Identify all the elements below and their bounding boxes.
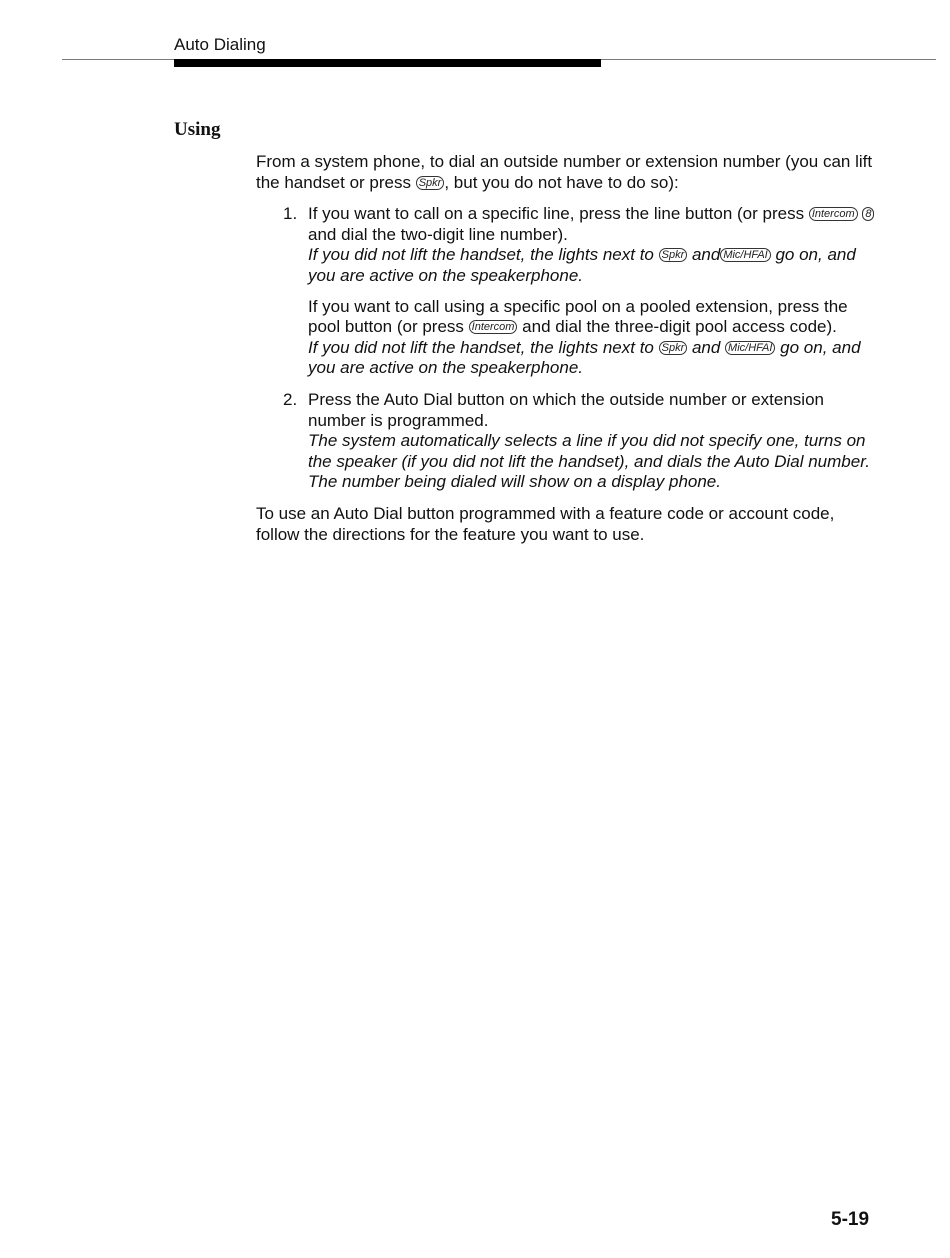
step-number: 2. [283,389,298,409]
closing-paragraph: To use an Auto Dial button programmed with a feature code or account code, follow the directions for the feature you want to use. [256,503,835,544]
step-result: The system automatically selects a line if you did not specify one, turns on the speaker (if you did not lift the handset), and dials the Auto Dial number. The number being dialed will show on a display phone. [308,431,870,492]
section-heading: Using [174,119,221,140]
step-item-1 [256,204,878,379]
spkr-key-icon: Spkr [659,341,688,355]
step-item-2 [256,390,878,493]
running-header-title: Auto Dialing [174,35,266,54]
step-number: 1. [283,204,298,224]
body-text [256,152,878,545]
spkr-key-icon: Spkr [416,176,445,190]
mic-hfai-key-icon: Mic/HFAI [725,341,775,355]
page-number: 5-19 [831,1209,870,1230]
intro-paragraph: From a system phone, to dial an outside number or extension number (you can lift the handset or press Spkr , but you do not have to do so): [256,152,873,192]
step-instruction: Press the Auto Dial button on which the outside number or extension number is programmed. [308,389,824,430]
spkr-key-icon: Spkr [659,248,688,262]
eight-key-icon: 8 [862,207,874,221]
intercom-key-icon: Intercom [469,320,518,334]
step-list [256,204,878,493]
header-rule-thick [174,59,601,67]
step-sub-instruction: If you want to call using a specific pool on a pooled extension, press the pool button (or press Intercom and dial the three-digit pool access code). [308,296,848,337]
intercom-key-icon: Intercom [809,207,858,221]
step-instruction: If you want to call on a specific line, press the line button (or press Intercom 8 and dial the two-digit line number). [308,204,878,245]
mic-hfai-key-icon: Mic/HFAI [720,248,770,262]
step-result: If you did not lift the handset, the lights next to Spkr and Mic/HFAI go on, and you are active on the speakerphone. [308,245,856,285]
step-sub-result: If you did not lift the handset, the lights next to Spkr and Mic/HFAI go on, and you are active on the speakerphone. [308,337,861,378]
